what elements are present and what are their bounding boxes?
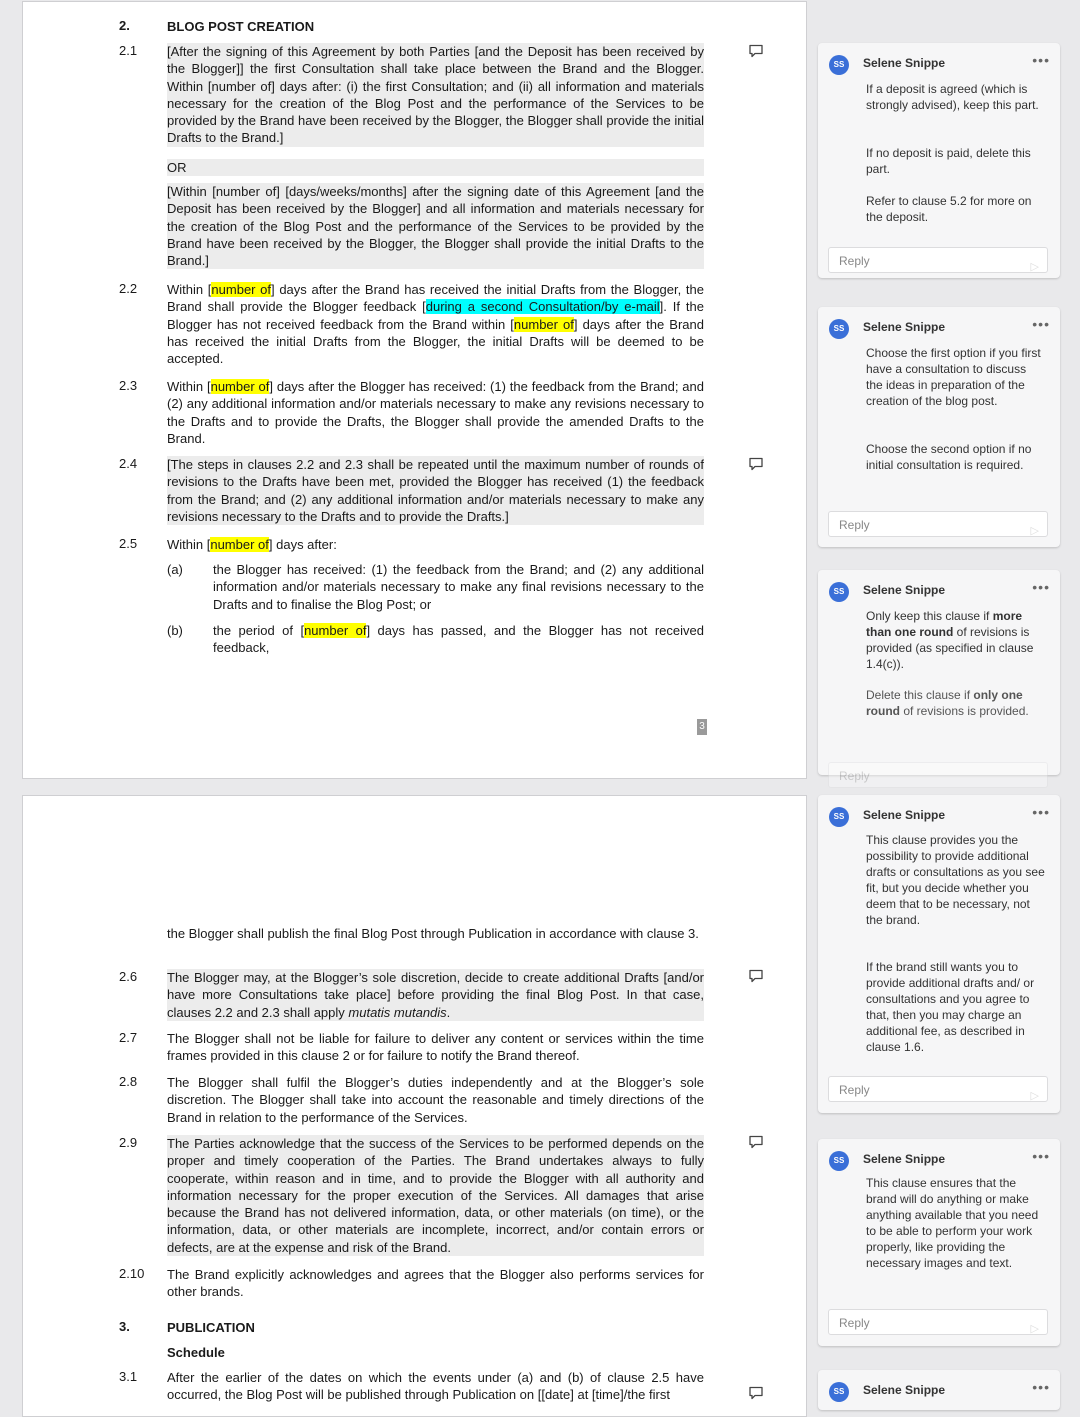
clause-number: 3.1 [119, 1369, 138, 1384]
more-options-icon[interactable]: ••• [1032, 579, 1050, 595]
comment-marker-icon[interactable] [748, 457, 764, 471]
placeholder-highlight: number of [211, 282, 272, 297]
send-icon[interactable]: ▷ [1030, 1090, 1039, 1102]
more-options-icon[interactable]: ••• [1032, 1379, 1050, 1395]
comment-author: Selene Snippe [863, 808, 946, 822]
clause-2-2[interactable]: Within [number of] days after the Brand has received the initial Drafts from the Blogger, the Brand shall provide the Blogger feedback [during a second Consultation/by e-mail]. If the Blogger has not received feedback from the Brand within [number of] days after the Brand has received the initial Drafts from the Blogger, the initial Drafts will be deemed to be accepted. [167, 282, 704, 367]
comment-card[interactable] [818, 43, 1060, 278]
comment-author: Selene Snippe [863, 1383, 946, 1397]
section-heading: BLOG POST CREATION [167, 19, 315, 34]
clause-number: 2.8 [119, 1074, 138, 1089]
clause-2-7[interactable]: The Blogger shall not be liable for failure to deliver any content or services within the time frames provided in this clause 2 or for failure to notify the Brand thereof. [167, 1031, 704, 1064]
avatar: SS [829, 807, 849, 827]
placeholder-highlight: number of [210, 379, 270, 394]
avatar: SS [829, 582, 849, 602]
avatar: SS [829, 319, 849, 339]
comment-text: Choose the second option if no initial consultation is required. [866, 442, 1032, 472]
clause-number: 2.7 [119, 1030, 138, 1045]
clause-2-8[interactable]: The Blogger shall fulfil the Blogger’s duties independently and at the Blogger’s sole discretion. The Blogger shall take into account the reasonable and timely directions of the Brand in relation to the performance of the Services. [167, 1075, 704, 1125]
reply-input[interactable]: Reply ▷ [828, 1076, 1048, 1102]
clause-number: 2.4 [119, 456, 138, 471]
comment-text: Delete this clause if only one round of revisions is provided. [866, 688, 1029, 718]
comment-text: If a deposit is agreed (which is strongly advised), keep this part. [866, 82, 1039, 112]
more-options-icon[interactable]: ••• [1032, 52, 1050, 68]
comment-text: If no deposit is paid, delete this part. [866, 146, 1031, 176]
sub-label: (b) [167, 623, 183, 638]
clause-2-3[interactable]: Within [number of] days after the Blogger has received: (1) the feedback from the Brand; and (2) any additional information and/or materials necessary to make any revisions necessary to the Drafts and to provide the Drafts, the Blogger shall provide the amended Drafts to the Brand. [167, 379, 704, 446]
option-highlight: during a second Consultation/by e-mail [425, 299, 660, 315]
comment-author: Selene Snippe [863, 1152, 946, 1166]
comment-text: This clause provides you the possibility to provide additional drafts or consultations as you see fit, but you decide whether you deem that to be necessary, not the brand. [866, 833, 1045, 927]
comment-marker-icon[interactable] [748, 969, 764, 983]
send-icon[interactable]: ▷ [1030, 1323, 1039, 1335]
clause-2-5-a[interactable]: the Blogger has received: (1) the feedback from the Brand; and (2) any additional information and/or materials necessary to make any final revisions necessary to the Drafts and to finalise the Blog Post; or [213, 562, 704, 612]
comment-card[interactable] [818, 1370, 1060, 1410]
comment-card[interactable] [818, 1139, 1060, 1346]
send-icon[interactable]: ▷ [1030, 261, 1039, 273]
placeholder-highlight: number of [210, 537, 269, 552]
comment-marker-icon[interactable] [748, 1386, 764, 1400]
send-icon[interactable]: ▷ [1030, 525, 1039, 537]
clause-2-10[interactable]: The Brand explicitly acknowledges and agrees that the Blogger also performs services for other brands. [167, 1267, 704, 1300]
placeholder-highlight: number of [304, 623, 367, 638]
comment-text: If the brand still wants you to provide additional drafts and/ or consultations and you agree to that, then you may charge an additional fee, as described in clause 1.6. [866, 960, 1035, 1054]
clause-2-6[interactable]: The Blogger may, at the Blogger’s sole discretion, decide to create additional Drafts [and/or have more Consultations take place] before providing the final Blog Post. In that case, clauses 2.2 and 2.3 shall apply mutatis mutandis. [167, 970, 704, 1020]
avatar: SS [829, 55, 849, 75]
comment-marker-icon[interactable] [748, 44, 764, 58]
clause-2-5-continuation[interactable]: the Blogger shall publish the final Blog Post through Publication in accordance with clause 3. [167, 926, 699, 941]
comment-card[interactable] [818, 570, 1060, 783]
clause-number: 2.3 [119, 378, 138, 393]
reply-input[interactable]: Reply ▷ [828, 1309, 1048, 1335]
comment-card[interactable] [818, 307, 1060, 547]
clause-3-1[interactable]: After the earlier of the dates on which the events under (a) and (b) of clause 2.5 have occurred, the Blog Post will be published through Publication on [[date] at [time]/the first [167, 1370, 704, 1403]
comment-author: Selene Snippe [863, 320, 946, 334]
clause-2-1-or[interactable]: OR [167, 159, 704, 176]
clause-2-5[interactable]: Within [number of] days after: [167, 537, 337, 552]
clause-2-1-option-1[interactable]: [After the signing of this Agreement by both Parties [and the Deposit has been received by the Blogger]] the first Consultation shall take place between the Brand and the Blogger. Within [number of] days after: (i) the first Consultation; and (ii) all information and materials necessary for the creation of the Blog Post and the performance of the Services to be provided by the Brand have been received by the Blogger, the Blogger shall provide the initial Drafts to the Brand.] [167, 44, 704, 146]
placeholder-highlight: number of [513, 316, 574, 332]
page-number: 3 [697, 719, 707, 735]
clause-2-9[interactable]: The Parties acknowledge that the success of the Services to be performed depends on the proper and timely cooperation of the Parties. The Brand undertakes always to fully cooperate, within reason and in time, and to provide the Blogger with all authority and information necessary for the proper execution of the Services. All damages that arise because the Brand has not delivered information, data, or other materials (on time), or the information, data, or other materials are incomplete, incorrect, and/or contain errors or defects, are at the expense and risk of the Brand. [167, 1136, 704, 1255]
comment-marker-icon[interactable] [748, 1135, 764, 1149]
avatar: SS [829, 1151, 849, 1171]
comment-author: Selene Snippe [863, 583, 946, 597]
comment-text: Only keep this clause if more than one round of revisions is provided (as specified in clause 1.4(c)). [866, 609, 1034, 671]
clause-number: 2.1 [119, 43, 138, 58]
reply-input[interactable]: Reply ▷ [828, 511, 1048, 537]
comment-card[interactable] [818, 795, 1060, 1113]
reply-input[interactable]: Reply ▷ [828, 247, 1048, 273]
comment-text: This clause ensures that the brand will do anything or make anything available that you need to be able to perform your work properly, like providing the necessary images and text. [866, 1176, 1039, 1270]
avatar: SS [829, 1382, 849, 1402]
clause-2-4[interactable]: [The steps in clauses 2.2 and 2.3 shall be repeated until the maximum number of rounds of revisions to the Drafts have been met, provided the Blogger has received (1) the feedback from the Brand; and (2) any additional information and/or materials necessary to make any revisions necessary to the Drafts and to provide the Drafts.] [167, 457, 704, 524]
section-heading: PUBLICATION [167, 1320, 255, 1335]
more-options-icon[interactable]: ••• [1032, 316, 1050, 332]
clause-number: 2.2 [119, 281, 138, 296]
more-options-icon[interactable]: ••• [1032, 804, 1050, 820]
sub-label: (a) [167, 562, 183, 577]
clause-number: 2.10 [119, 1266, 145, 1281]
document-page-1 [22, 1, 807, 779]
clause-number: 2.6 [119, 969, 138, 984]
comment-text: Refer to clause 5.2 for more on the deposit. [866, 194, 1032, 224]
clause-number: 2.5 [119, 536, 138, 551]
clause-2-5-b[interactable]: the period of [number of] days has passed, and the Blogger has not received feedback, [213, 623, 704, 656]
section-number: 2. [119, 18, 130, 33]
clause-2-1-option-2[interactable]: [Within [number of] [days/weeks/months] after the signing date of this Agreement [and the Deposit has been received by the Blogger] and all information and materials necessary for the creation of the Blog Post and the performance of the Services to be provided by the Brand have been received by the Blogger, the Blogger shall provide the initial Drafts to the Brand.] [167, 184, 704, 269]
document-page-2 [22, 795, 807, 1417]
more-options-icon[interactable]: ••• [1032, 1148, 1050, 1164]
comment-author: Selene Snippe [863, 56, 946, 70]
subheading: Schedule [167, 1345, 225, 1360]
reply-input[interactable]: Reply [828, 762, 1048, 788]
clause-number: 2.9 [119, 1135, 138, 1150]
section-number: 3. [119, 1319, 130, 1334]
comment-text: Choose the first option if you first have a consultation to discuss the ideas in preparation of the creation of the blog post. [866, 346, 1041, 408]
